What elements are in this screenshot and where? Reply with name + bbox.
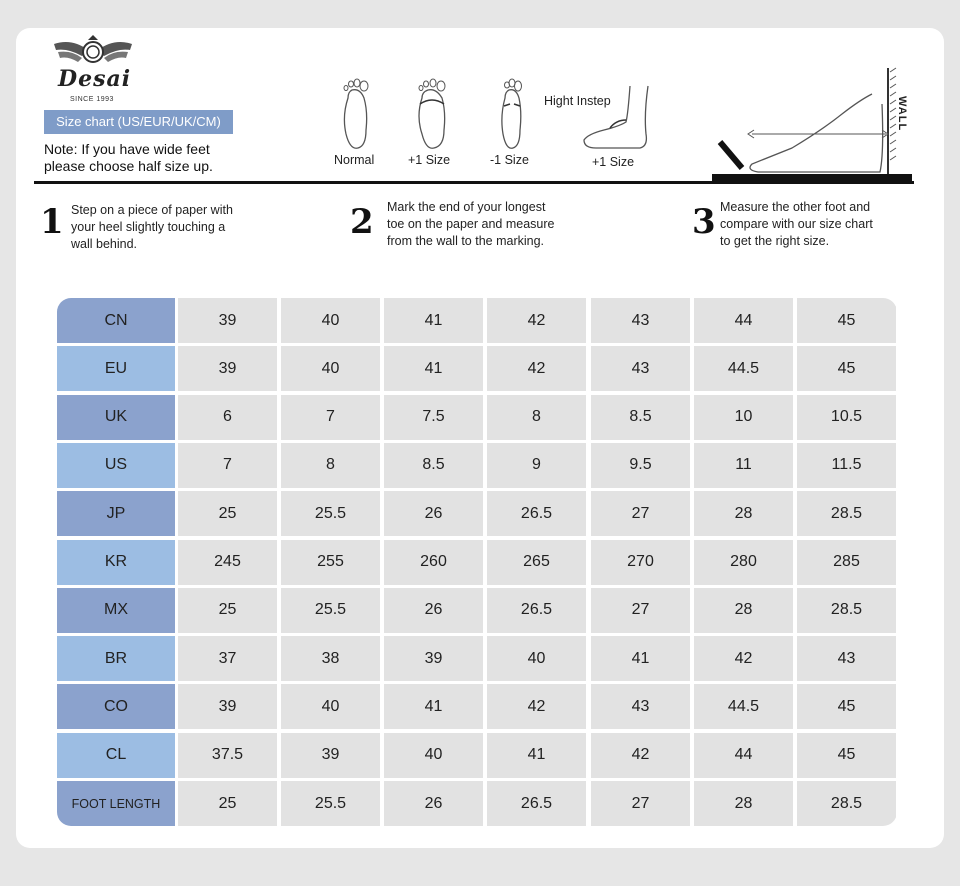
size-cell: 41 [384, 684, 483, 729]
wide-feet-note [44, 141, 264, 175]
size-cell: 41 [384, 346, 483, 391]
size-cell: 42 [694, 636, 793, 681]
table-row [57, 395, 897, 440]
foot-narrow-icon [494, 76, 530, 152]
size-cell: 28 [694, 588, 793, 633]
size-cell: 28.5 [797, 588, 896, 633]
size-cell: 27 [591, 588, 690, 633]
step-1-line: wall behind. [71, 237, 138, 251]
table-row [57, 781, 897, 826]
size-cell: 37.5 [178, 733, 277, 778]
row-header: FOOT LENGTH [57, 781, 175, 826]
table-row [57, 443, 897, 488]
size-cell: 265 [487, 540, 586, 585]
size-cell: 260 [384, 540, 483, 585]
size-cell: 7 [178, 443, 277, 488]
size-cell: 43 [591, 346, 690, 391]
size-cell: 10 [694, 395, 793, 440]
foot-caption-wide: +1 Size [408, 153, 451, 167]
size-cell: 41 [591, 636, 690, 681]
size-cell: 42 [487, 298, 586, 343]
size-cell: 285 [797, 540, 896, 585]
step-2-text [387, 199, 554, 250]
size-cell: 245 [178, 540, 277, 585]
row-header: CN [57, 298, 175, 343]
size-cell: 25.5 [281, 491, 380, 536]
foot-measuring-icon [712, 64, 912, 186]
foot-caption-narrow: -1 Size [490, 153, 529, 167]
row-header: JP [57, 491, 175, 536]
table-row [57, 733, 897, 778]
foot-high-instep-icon [580, 84, 656, 152]
size-cell: 28 [694, 491, 793, 536]
size-cell: 45 [797, 298, 896, 343]
step-3-text [720, 199, 873, 250]
table-row [57, 636, 897, 681]
size-cell: 7 [281, 395, 380, 440]
size-cell: 40 [281, 346, 380, 391]
size-cell: 43 [797, 636, 896, 681]
size-cell: 41 [487, 733, 586, 778]
foot-caption-high-instep: +1 Size [592, 155, 635, 169]
size-cell: 45 [797, 733, 896, 778]
high-instep-title: Hight Instep [544, 94, 611, 108]
size-cell: 11 [694, 443, 793, 488]
size-cell: 27 [591, 781, 690, 826]
size-cell: 41 [384, 298, 483, 343]
step-3-line: compare with our size chart [720, 217, 873, 231]
size-cell: 43 [591, 684, 690, 729]
step-1-line: your heel slightly touching a [71, 220, 226, 234]
size-cell: 40 [384, 733, 483, 778]
size-cell: 42 [487, 684, 586, 729]
size-cell: 40 [487, 636, 586, 681]
size-cell: 40 [281, 684, 380, 729]
size-cell: 27 [591, 491, 690, 536]
size-cell: 6 [178, 395, 277, 440]
size-cell: 45 [797, 684, 896, 729]
table-row [57, 540, 897, 585]
row-header: US [57, 443, 175, 488]
step-2-number: 2 [350, 202, 374, 242]
size-cell: 28.5 [797, 781, 896, 826]
step-2-line: from the wall to the marking. [387, 234, 545, 248]
size-cell: 255 [281, 540, 380, 585]
row-header: EU [57, 346, 175, 391]
row-header: BR [57, 636, 175, 681]
row-header: CL [57, 733, 175, 778]
size-cell: 26.5 [487, 588, 586, 633]
size-cell: 25 [178, 588, 277, 633]
size-cell: 270 [591, 540, 690, 585]
brand-name: Desai [58, 66, 132, 92]
size-cell: 43 [591, 298, 690, 343]
size-cell: 25.5 [281, 588, 380, 633]
size-cell: 40 [281, 298, 380, 343]
wall-label: WALL [896, 96, 908, 132]
size-cell: 25 [178, 491, 277, 536]
size-chart-label: Size chart (US/EUR/UK/CM) [44, 110, 233, 134]
size-cell: 9 [487, 443, 586, 488]
step-1-text [71, 202, 233, 253]
table-row [57, 684, 897, 729]
size-cell: 28.5 [797, 491, 896, 536]
foot-normal-icon [338, 76, 374, 152]
table-row [57, 588, 897, 633]
brand-since: SINCE 1993 [70, 96, 114, 103]
table-row [57, 491, 897, 536]
size-cell: 8 [281, 443, 380, 488]
size-cell: 37 [178, 636, 277, 681]
size-cell: 25 [178, 781, 277, 826]
size-cell: 9.5 [591, 443, 690, 488]
note-line-1: Note: If you have wide feet [44, 141, 210, 157]
row-header: UK [57, 395, 175, 440]
size-cell: 42 [591, 733, 690, 778]
step-2-line: Mark the end of your longest [387, 200, 546, 214]
step-2-line: toe on the paper and measure [387, 217, 555, 231]
size-cell: 26 [384, 491, 483, 536]
size-cell: 8.5 [591, 395, 690, 440]
foot-wide-icon [414, 76, 450, 152]
size-cell: 42 [487, 346, 586, 391]
step-3-number: 3 [692, 202, 716, 242]
foot-caption-normal: Normal [334, 153, 375, 167]
size-cell: 44 [694, 298, 793, 343]
size-cell: 38 [281, 636, 380, 681]
size-cell: 45 [797, 346, 896, 391]
size-cell: 8.5 [384, 443, 483, 488]
row-header: CO [57, 684, 175, 729]
size-cell: 26.5 [487, 781, 586, 826]
size-cell: 39 [178, 298, 277, 343]
size-cell: 280 [694, 540, 793, 585]
size-cell: 28 [694, 781, 793, 826]
step-1-number: 1 [40, 202, 64, 242]
size-cell: 44 [694, 733, 793, 778]
step-3-line: Measure the other foot and [720, 200, 871, 214]
size-cell: 44.5 [694, 684, 793, 729]
size-cell: 26 [384, 781, 483, 826]
step-1-line: Step on a piece of paper with [71, 203, 233, 217]
table-row [57, 298, 897, 343]
size-table [57, 298, 897, 826]
size-cell: 39 [384, 636, 483, 681]
row-header: KR [57, 540, 175, 585]
row-header: MX [57, 588, 175, 633]
size-cell: 39 [281, 733, 380, 778]
size-cell: 10.5 [797, 395, 896, 440]
size-cell: 39 [178, 684, 277, 729]
size-cell: 8 [487, 395, 586, 440]
size-cell: 7.5 [384, 395, 483, 440]
table-row [57, 346, 897, 391]
size-cell: 26.5 [487, 491, 586, 536]
size-cell: 39 [178, 346, 277, 391]
note-line-2: please choose half size up. [44, 158, 213, 174]
size-cell: 11.5 [797, 443, 896, 488]
size-cell: 44.5 [694, 346, 793, 391]
size-cell: 26 [384, 588, 483, 633]
size-cell: 25.5 [281, 781, 380, 826]
step-3-line: to get the right size. [720, 234, 830, 248]
section-divider [34, 181, 914, 184]
